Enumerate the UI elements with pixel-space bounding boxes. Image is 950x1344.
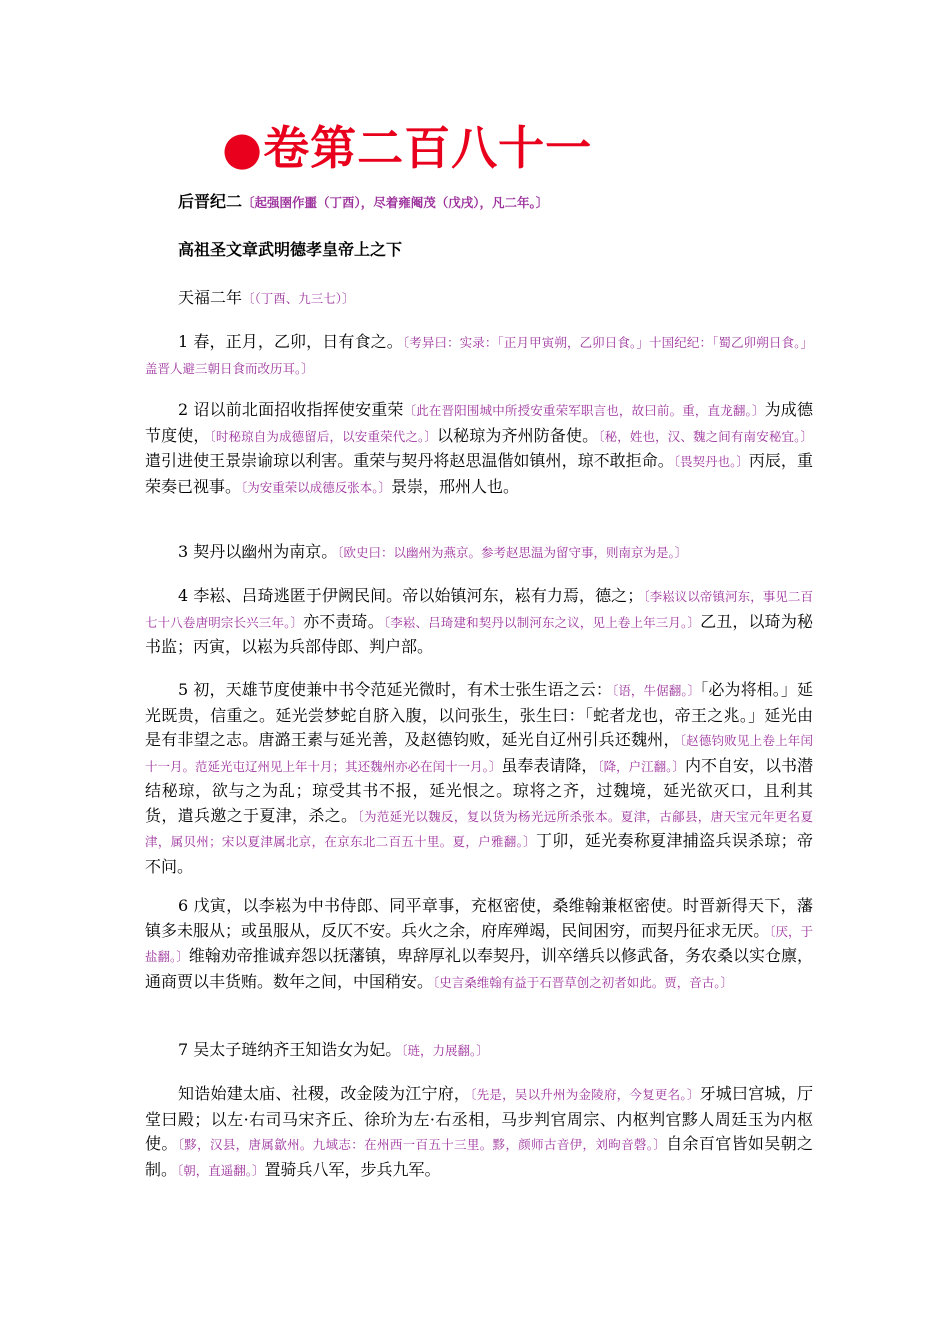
annotation-note: 〔秘，姓也，汉、魏之间有南安秘宜。〕 [598,428,813,444]
annotation-note: 〔赵德钧败见上卷上年闰十一月。范延光屯辽州见上年十月；其还魏州亦必在闰十一月。〕 [145,733,813,774]
paragraph-p3 [145,286,813,312]
main-text: 高祖圣文章武明德孝皇帝上之下 [178,240,403,259]
chapter-title-text: 卷第二百八十一 [263,121,593,175]
main-text: 天福二年 [178,288,243,307]
annotation-note: 〔为范延光以魏反，复以货为杨光远所杀张本。夏津，古鄃县，唐天宝元年更名夏津，属贝州；宋以夏津属北京，在京东北二百五十里。夏，户雅翻。〕 [145,808,813,849]
annotation-note: 〔史言桑维翰有益于石晋草创之初者如此。贾，音古。〕 [433,974,734,990]
main-text: 遣引进使王景崇谕琼以利害。重荣与契丹将赵思温偕如镇州，琼不敢拒命。 [145,451,674,470]
main-text: 景崇，邢州人也。 [391,476,520,496]
chapter-title [222,118,592,178]
annotation-note: 〔厌，于盐翻。〕 [145,923,813,964]
main-text: 置骑兵八军，步兵九军。 [264,1159,441,1179]
annotation-note: 〔此在晋阳围城中所授安重荣军职言也，故曰前。重，直龙翻。〕 [403,403,765,418]
annotation-note: 〔欧史曰：以幽州为燕京。参考赵思温为留守事，则南京为是。〕 [337,545,688,560]
main-text: 维翰劝帝推诚弃怨以抚藩镇，卑辞厚礼以奉契丹，训卒缮兵以修武备，务农桑以实仓廪，通商贾以丰货贿。数年之间，中国稍安。 [145,946,813,991]
main-text: 为成德节度使， [145,400,813,445]
main-text: 后晋纪二 [178,192,243,211]
main-text: 亦不责琦。 [303,611,384,631]
bullet-icon: ● [222,121,264,175]
paragraph-p2 [145,238,813,263]
annotation-note: 〔起强圉作噩（丁酉），尽着雍阉茂（戊戌），凡二年。〕 [242,195,549,210]
main-text: 丁卯，延光奏称夏津捕盗兵误杀琼；帝不问。 [145,831,813,876]
main-text: 牙城曰宫城，厅堂曰殿；以左·右司马宋齐丘、徐玠为左·右丞相，马步判官周宗、内枢判官黟人周廷玉为内枢使。 [145,1084,813,1153]
main-text: 内不自安，以书潜结秘琼，欲与之为乱；琼受其书不报，延光恨之。琼将之齐，过魏境，延光欲灭口，且利其货，遣兵邀之于夏津，杀之。 [145,755,813,825]
paragraph-p11 [145,1082,813,1183]
main-text: 2 诏以前北面招收指挥使安重荣 [178,400,404,419]
annotation-note: 〔语，牛倨翻。〕 [611,683,701,698]
main-text: 知诰始建太庙、社稷，改金陵为江宁府， [178,1084,471,1103]
main-text: 以秘琼为齐州防备使。 [436,425,599,445]
paragraph-p7 [145,584,813,660]
paragraph-p10 [145,1038,813,1064]
paragraph-p6 [145,540,813,566]
main-text: 3 契丹以幽州为南京。 [178,542,338,561]
main-text: 6 戊寅，以李崧为中书侍郎、同平章事，充枢密使，桑维翰兼枢密使。时晋新得天下，藩镇多未服从；或虽服从，反仄不安。兵火之余，府库殚竭，民间困穷，而契丹征求无厌。 [145,896,813,940]
annotation-note: 〔朝，直遥翻。〕 [177,1162,265,1178]
annotation-note: 〔先是，吴以升州为金陵府，今复更名。〕 [470,1087,700,1102]
main-text: 丙辰，重荣奏已视事。 [145,451,813,496]
main-text: 4 李崧、吕琦逃匿于伊阙民间。帝以始镇河东，崧有力焉，德之； [178,586,644,605]
paragraph-p5 [145,398,813,500]
annotation-note: 〔琏，力展翻。〕 [401,1043,489,1058]
annotation-note: 〔李崧议以帝镇河东，事见二百七十八卷唐明宗长兴三年。〕 [145,589,813,630]
annotation-note: 〔畏契丹也。〕 [673,454,749,469]
main-text: 5 初，天雄节度使兼中书令范延光微时，有术士张生语之云： [178,680,612,699]
annotation-note: 〔考异曰：实录：「正月甲寅朔，乙卯日食。」十国纪纪：「蜀乙卯朔日食。」盖晋人避三朝日食而改历耳。〕 [145,335,813,376]
main-text: 自余百官皆如吴朝之制。 [145,1134,813,1179]
paragraph-p4 [145,330,813,381]
annotation-note: 〔时秘琼自为成德留后，以安重荣代之。〕 [209,428,437,444]
main-text: 1 春，正月，乙卯，日有食之。 [178,332,403,351]
main-text: 7 吴太子琏纳齐王知诰女为妃。 [178,1040,402,1059]
paragraph-p1 [145,190,813,216]
paragraph-p9 [145,894,813,995]
annotation-note: 〔（丁酉、九三七）〕 [242,291,355,306]
annotation-note: 〔黟，汉县，唐属歙州。九域志：在州西一百五十三里。黟，颜师古音伊，刘昫音磬。〕 [177,1137,667,1152]
main-text: 「必为将相。」延光既贵，信重之。延光尝梦蛇自脐入腹，以问张生，张生曰：「蛇者龙也，帝王之兆。」延光由是有非望之志。唐潞王素与延光善，及赵德钧败，延光自辽州引兵还魏州， [145,680,813,749]
main-text: 虽奉表请降， [501,755,598,775]
paragraph-p8 [145,678,813,879]
annotation-note: 〔为安重荣以成德反张本。〕 [241,479,392,495]
annotation-note: 〔李崧、吕琦建和契丹以制河东之议，见上卷上年三月。〕 [383,614,701,630]
annotation-note: 〔降，户江翻。〕 [597,758,685,774]
main-text: 乙丑，以琦为秘书监；丙寅，以崧为兵部侍郎、判户部。 [145,611,813,656]
